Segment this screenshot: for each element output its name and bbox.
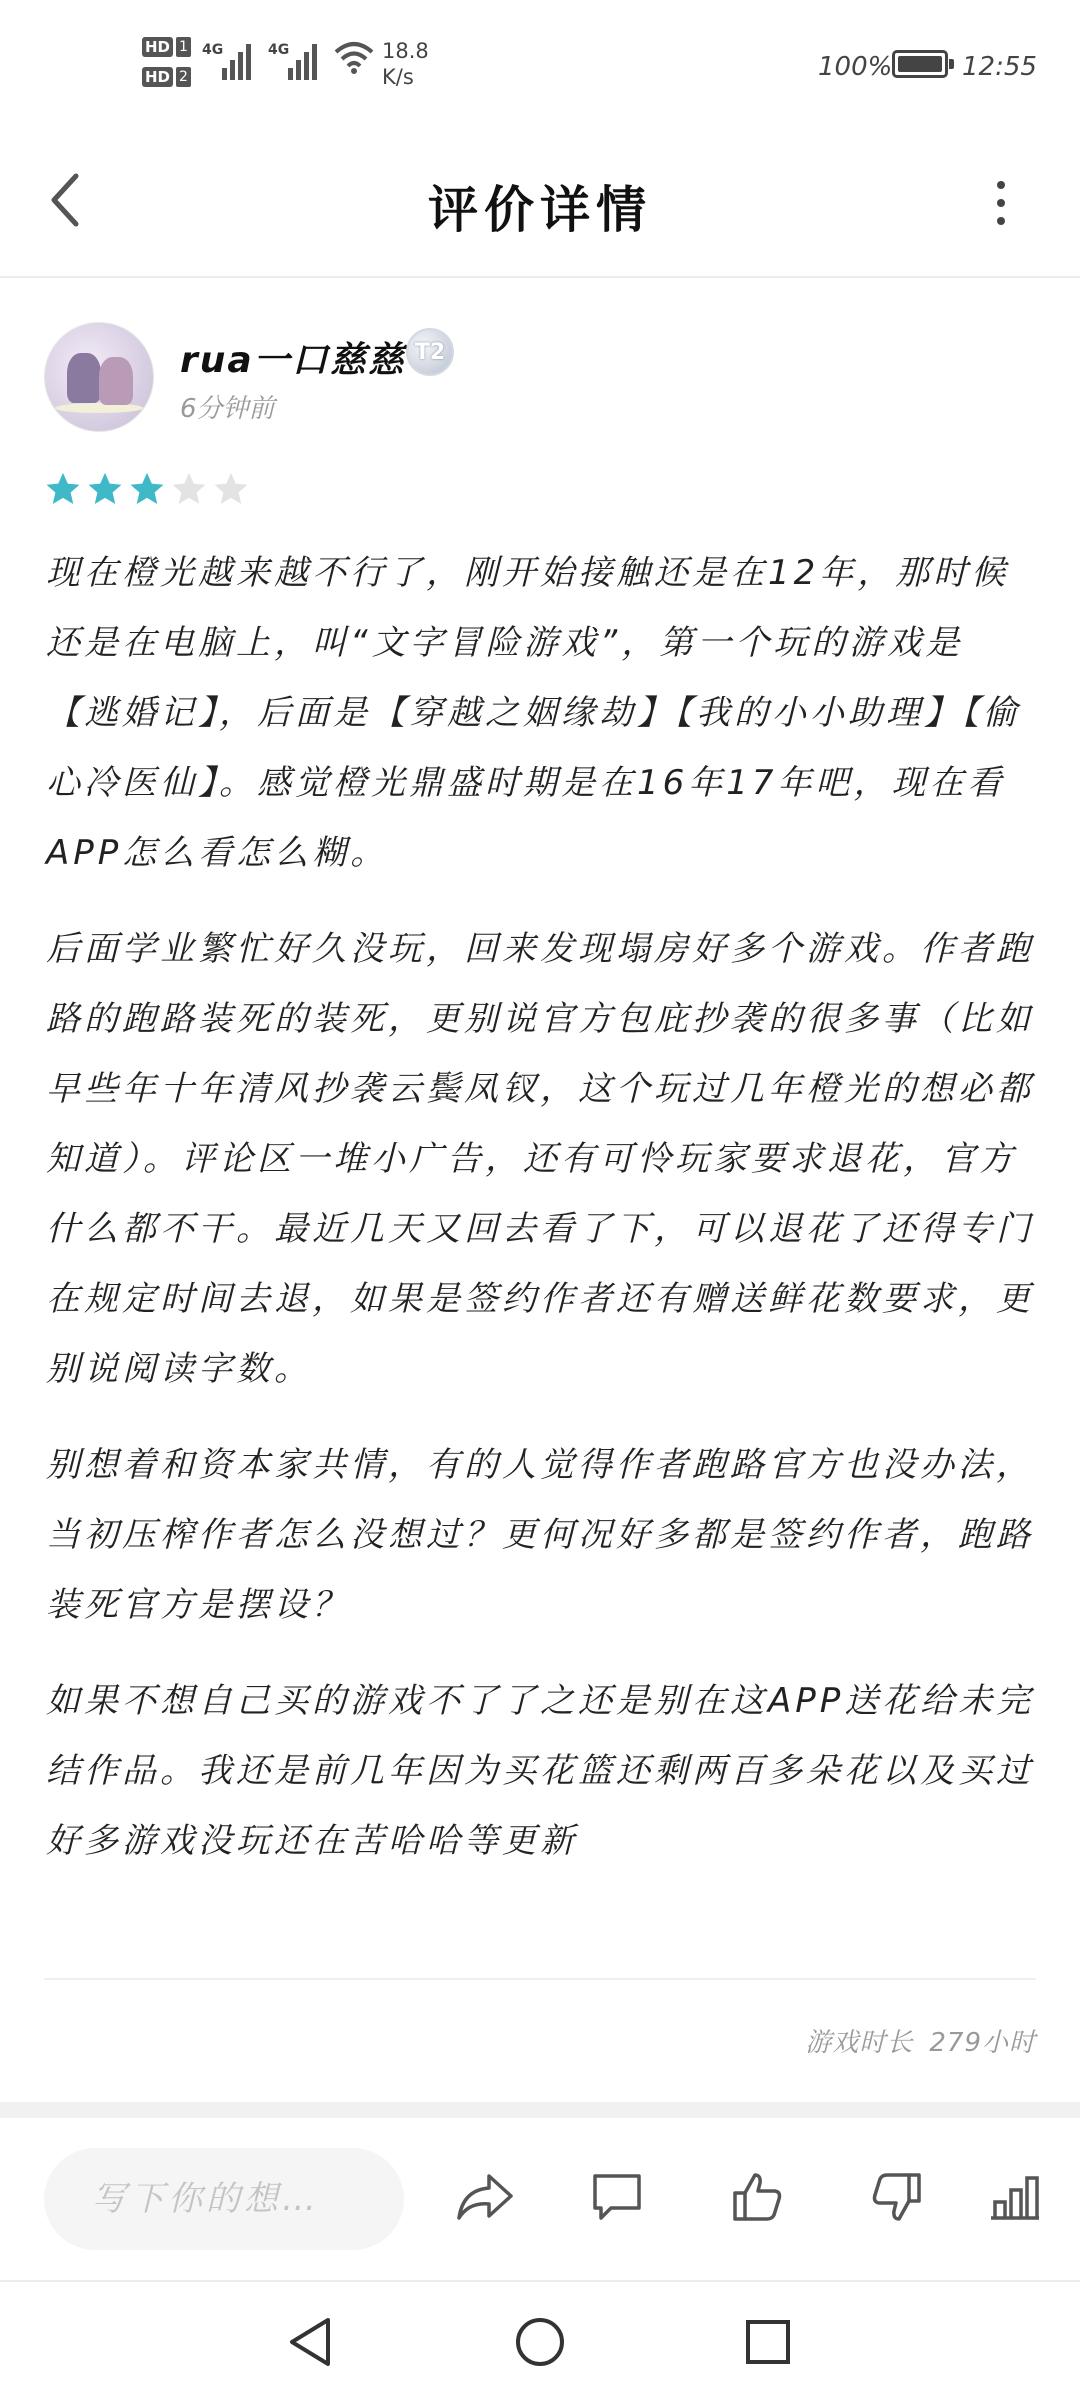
dislike-button[interactable] bbox=[862, 2162, 932, 2232]
star-filled-icon bbox=[86, 470, 124, 508]
net-speed-value: 18.8 bbox=[382, 39, 429, 63]
hd1-chip: HD bbox=[142, 37, 173, 57]
section-divider bbox=[0, 2102, 1080, 2118]
comment-input[interactable]: 写下你的想… bbox=[44, 2148, 404, 2250]
battery-fill bbox=[898, 56, 942, 72]
comment-button[interactable] bbox=[582, 2162, 652, 2232]
nav-recents-button[interactable] bbox=[730, 2304, 806, 2380]
signal1-label: 4G bbox=[202, 42, 224, 58]
dual-sim-indicator bbox=[142, 36, 186, 96]
nav-back-button[interactable] bbox=[272, 2304, 348, 2380]
nav-home-button[interactable] bbox=[502, 2304, 578, 2380]
share-icon bbox=[455, 2170, 515, 2224]
review-body bbox=[46, 538, 1036, 1902]
thumbs-down-icon bbox=[869, 2169, 925, 2225]
playtime-label: 游戏时长 bbox=[805, 2028, 914, 2058]
nav-recents-icon bbox=[740, 2314, 796, 2370]
playtime bbox=[805, 2022, 1036, 2059]
share-button[interactable] bbox=[450, 2162, 520, 2232]
page-header bbox=[0, 130, 1080, 278]
star-rating bbox=[44, 470, 250, 508]
system-nav-bar bbox=[0, 2280, 1080, 2400]
clock: 12:55 bbox=[962, 52, 1037, 82]
review-author bbox=[44, 322, 1044, 434]
review-paragraph: 如果不想自己买的游戏不了了之还是别在这APP送花给未完结作品。我还是前几年因为买花篮还剩两百多朵花以及买过好多游戏没玩还在苦哈哈等更新 bbox=[46, 1681, 1035, 1861]
signal2-bars-icon bbox=[288, 36, 320, 80]
battery-icon bbox=[892, 50, 948, 78]
page-title: 评价详情 bbox=[428, 181, 652, 239]
signal1-bars-icon bbox=[222, 36, 254, 80]
sim2-num: 2 bbox=[176, 67, 191, 87]
star-filled-icon bbox=[44, 470, 82, 508]
thumbs-up-icon bbox=[729, 2169, 785, 2225]
user-name[interactable]: rua一口慈慈 bbox=[180, 340, 406, 381]
like-button[interactable] bbox=[722, 2162, 792, 2232]
post-time: 6分钟前 bbox=[180, 394, 275, 424]
star-filled-icon bbox=[128, 470, 166, 508]
more-vertical-icon bbox=[997, 181, 1005, 225]
action-bar bbox=[0, 2118, 1080, 2280]
review-paragraph: 别想着和资本家共情，有的人觉得作者跑路官方也没办法，当初压榨作者怎么没想过？更何况好多都是签约作者，跑路装死官方是摆设？ bbox=[46, 1445, 1034, 1625]
review-paragraph: 现在橙光越来越不行了，刚开始接触还是在12年，那时候还是在电脑上，叫“文字冒险游戏”，第一个玩的游戏是【逃婚记】，后面是【穿越之姻缘劫】【我的小小助理】【偷心冷医仙】。感觉橙光鼎盛时期是在16年17年吧，现在看APP怎么看怎么糊。 bbox=[46, 553, 1021, 873]
stats-icon bbox=[987, 2172, 1043, 2222]
avatar[interactable] bbox=[44, 322, 154, 432]
star-empty-icon bbox=[212, 470, 250, 508]
level-badge: T2 bbox=[406, 328, 454, 376]
review-paragraph: 后面学业繁忙好久没玩，回来发现塌房好多个游戏。作者跑路的跑路装死的装死，更别说官方包庇抄袭的很多事（比如早些年十年清风抄袭云鬓凤钗，这个玩过几年橙光的想必都知道）。评论区一堆小广告，还有可怜玩家要求退花，官方什么都不干。最近几天又回去看了下，可以退花了还得专门在规定时间去退，如果是签约作者还有赠送鲜花数要求，更别说阅读字数。 bbox=[46, 929, 1034, 1389]
more-button[interactable] bbox=[976, 168, 1026, 238]
net-speed bbox=[382, 38, 429, 90]
nav-back-icon bbox=[282, 2314, 338, 2370]
net-speed-unit: K/s bbox=[382, 65, 414, 89]
playtime-value: 279小时 bbox=[929, 2028, 1036, 2058]
star-empty-icon bbox=[170, 470, 208, 508]
sim1-num: 1 bbox=[176, 37, 191, 57]
nav-home-icon bbox=[512, 2314, 568, 2370]
stats-button[interactable] bbox=[980, 2162, 1050, 2232]
divider bbox=[44, 1978, 1036, 1980]
status-bar bbox=[0, 0, 1080, 130]
wifi-icon bbox=[334, 40, 374, 74]
signal2-label: 4G bbox=[268, 42, 290, 58]
comment-icon bbox=[589, 2170, 645, 2224]
battery-percent: 100% bbox=[818, 52, 893, 82]
hd2-chip: HD bbox=[142, 67, 173, 87]
